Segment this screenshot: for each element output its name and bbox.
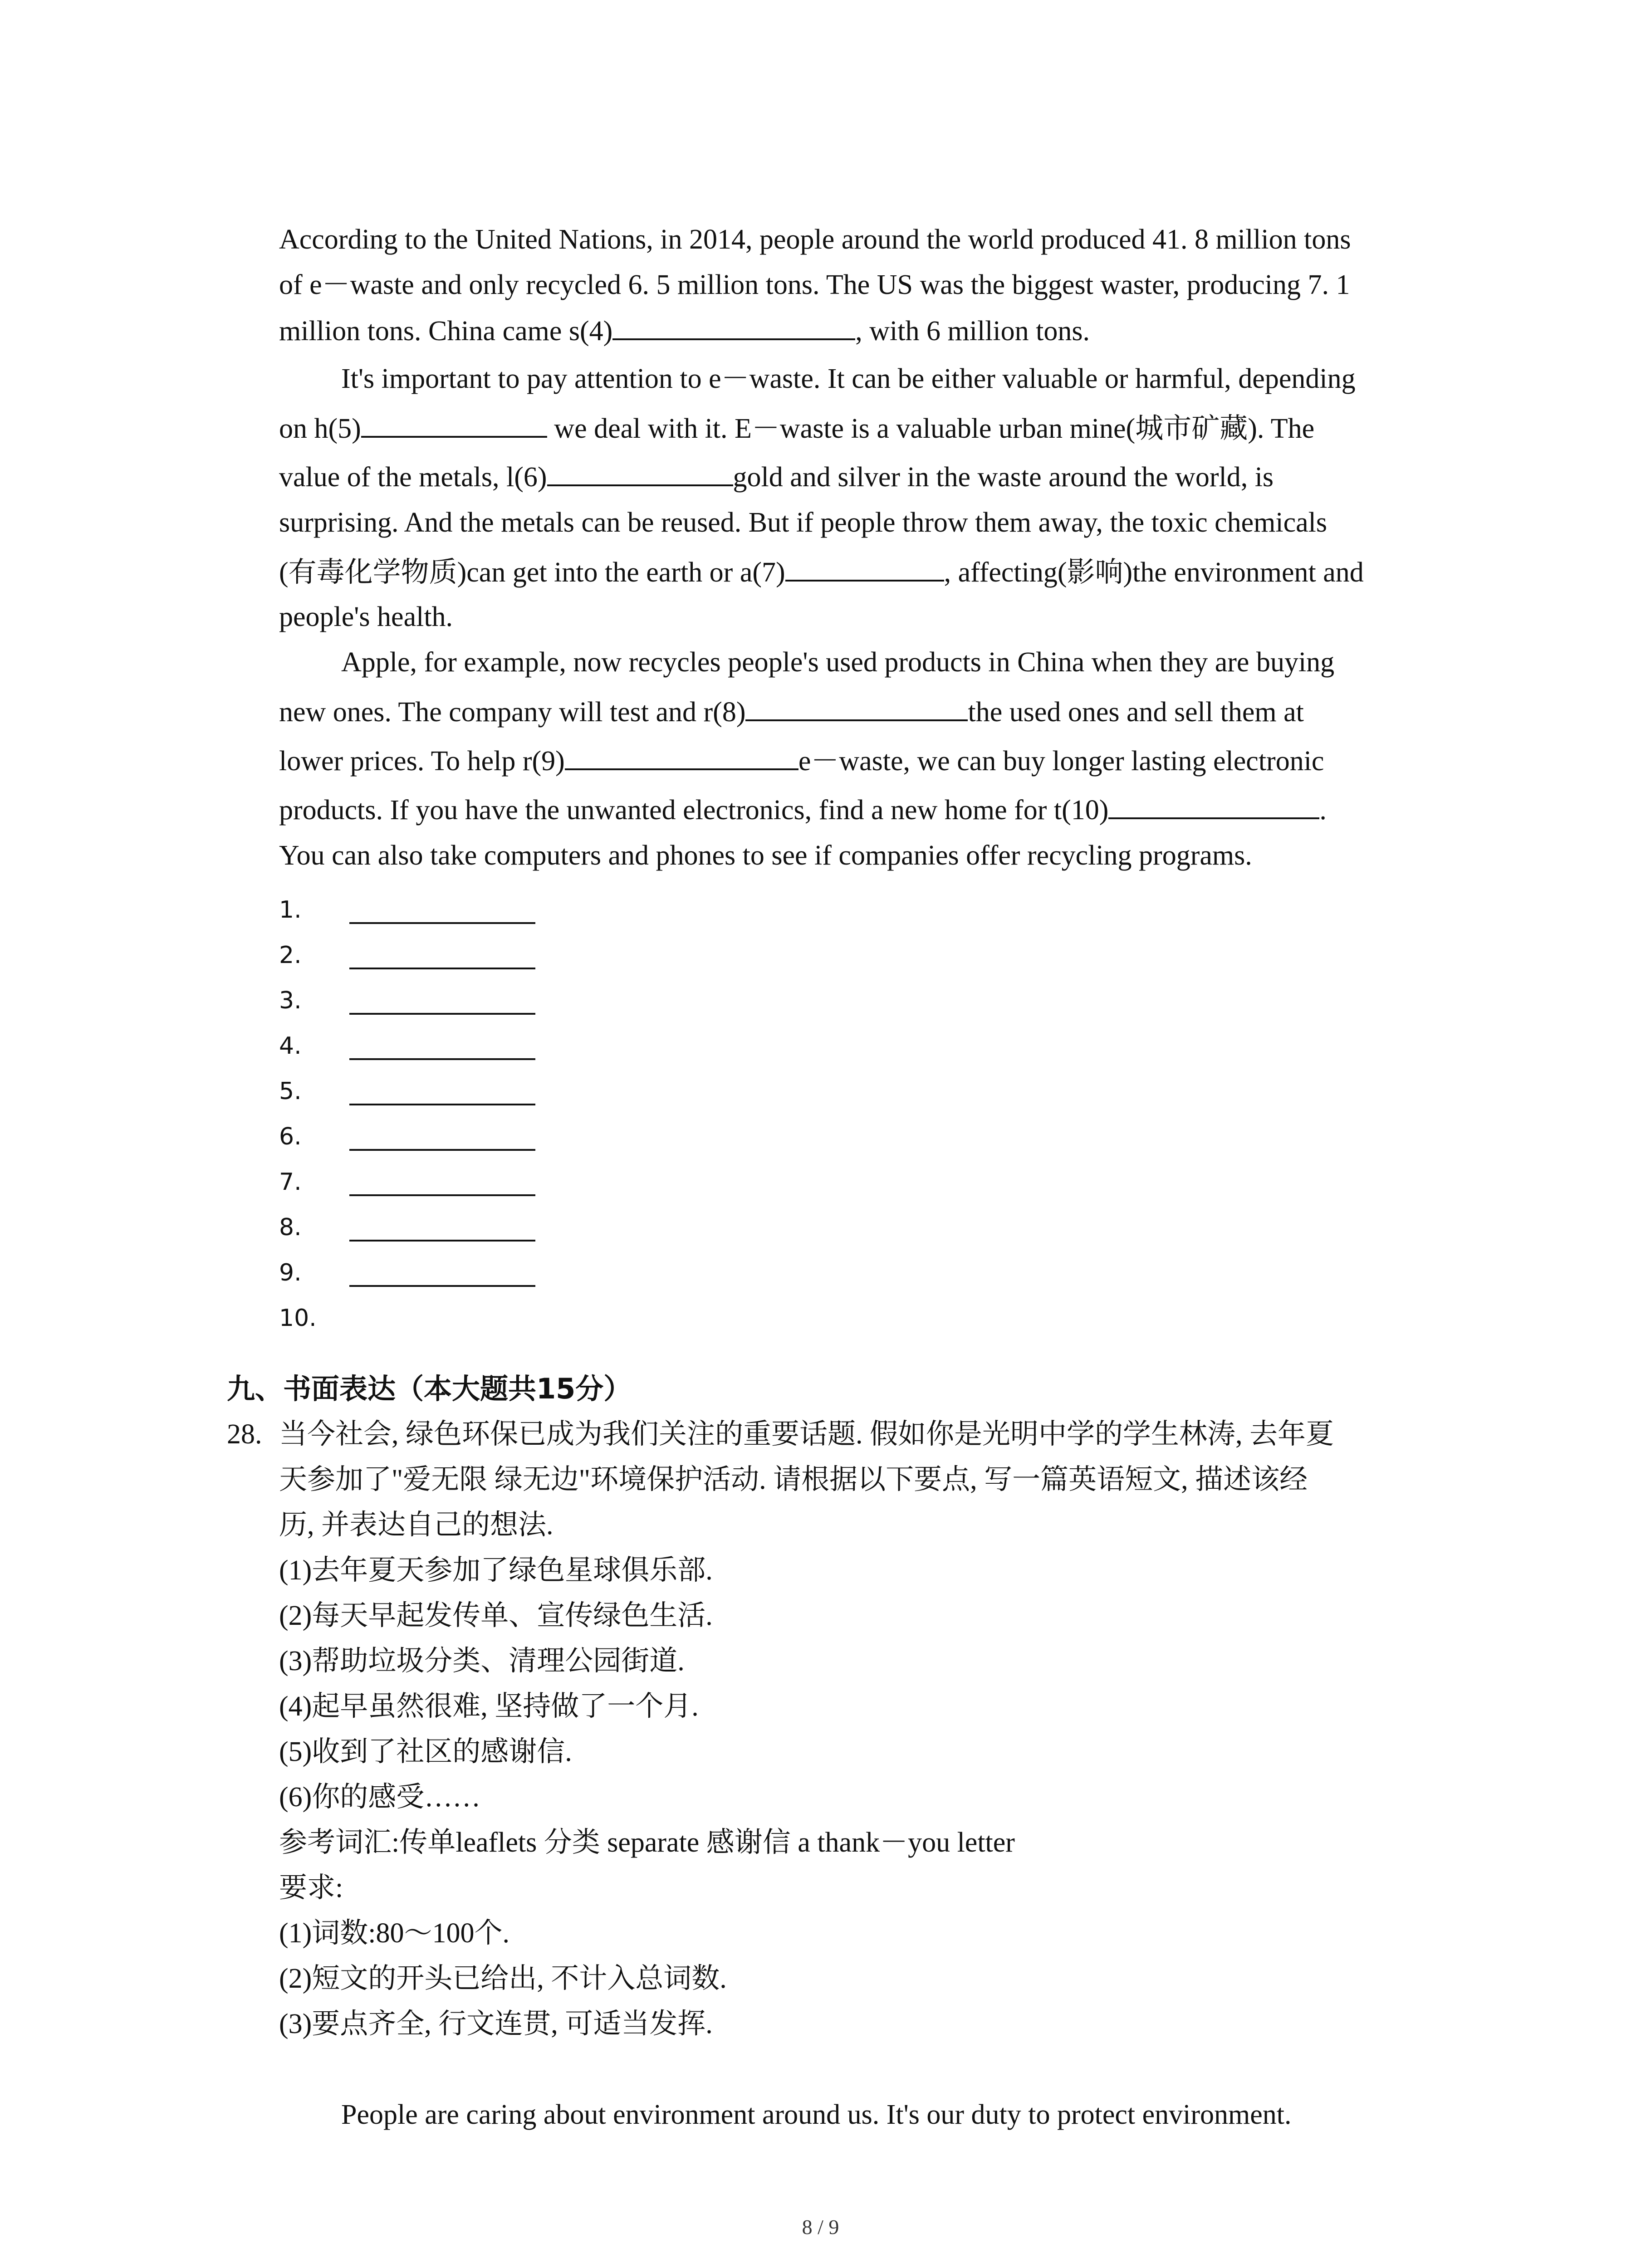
prompt-line: (2)每天早起发传单、宣传绿色生活. (279, 1600, 713, 1631)
passage-line (279, 693, 1304, 730)
answer-blank[interactable] (349, 1104, 535, 1105)
answer-number: 9. (279, 1259, 302, 1286)
prompt-line: (1)去年夏天参加了绿色星球俱乐部. (279, 1555, 713, 1586)
blank-4[interactable] (612, 312, 855, 340)
passage-text: (有毒化学物质)can get into the earth or a(7) (279, 557, 785, 588)
answer-row (279, 1029, 597, 1065)
prompt-line: 历, 并表达自己的想法. (279, 1510, 554, 1540)
answer-blank[interactable] (349, 1058, 535, 1060)
answer-row (279, 1256, 597, 1292)
prompt-line: (6)你的感受…… (279, 1782, 481, 1813)
passage-line (279, 410, 1314, 447)
passage-line: of e－waste and only recycled 6. 5 million tons. The US was the biggest waster, producing 7. 1 (279, 269, 1350, 300)
passage-text: lower prices. To help r(9) (279, 746, 565, 777)
essay-opening: People are caring about environment around us. It's our duty to protect environment. (341, 2099, 1292, 2130)
answer-row (279, 983, 597, 1020)
passage-text: products. If you have the unwanted electronics, find a new home for t(10) (279, 795, 1109, 826)
section-title: 九、书面表达（本大题共15分） (227, 1372, 632, 1405)
prompt-line: 要求: (279, 1872, 343, 1903)
answer-blank[interactable] (349, 1240, 535, 1242)
answer-number: 10. (279, 1305, 317, 1332)
prompt-line: 当今社会, 绿色环保已成为我们关注的重要话题. 假如你是光明中学的学生林涛, 去年夏 (279, 1419, 1334, 1450)
blank-9[interactable] (565, 742, 798, 770)
passage-line: It's important to pay attention to e－waste. It can be either valuable or harmful, depending (341, 363, 1356, 394)
passage-text: the used ones and sell them at (968, 697, 1304, 728)
answer-row (279, 1301, 597, 1337)
passage-text: new ones. The company will test and r(8) (279, 697, 746, 728)
answer-row (279, 893, 597, 929)
answer-number: 8. (279, 1214, 302, 1241)
passage-line: people's health. (279, 601, 453, 632)
passage-text: , affecting(影响)the environment and (944, 557, 1364, 588)
passage-text: on h(5) (279, 413, 361, 444)
passage-text: e－waste, we can buy longer lasting electronic (798, 746, 1324, 777)
answer-number: 4. (279, 1032, 302, 1060)
prompt-line: (2)短文的开头已给出, 不计入总词数. (279, 1963, 727, 1994)
prompt-line: (3)帮助垃圾分类、清理公园街道. (279, 1646, 685, 1677)
answer-blank[interactable] (349, 1285, 535, 1287)
answer-number: 6. (279, 1123, 302, 1150)
passage-text: , with 6 million tons. (855, 316, 1090, 347)
prompt-line: (5)收到了社区的感谢信. (279, 1736, 572, 1767)
answer-row (279, 1210, 597, 1246)
answer-row (279, 1165, 597, 1201)
prompt-line: (3)要点齐全, 行文连贯, 可适当发挥. (279, 2009, 713, 2039)
page-number: 8 / 9 (802, 2215, 839, 2239)
blank-7[interactable] (785, 553, 944, 582)
passage-line (279, 553, 1364, 591)
blank-8[interactable] (745, 693, 968, 721)
answer-blank[interactable] (349, 922, 535, 924)
answer-blank[interactable] (349, 968, 535, 969)
prompt-line: (4)起早虽然很难, 坚持做了一个月. (279, 1691, 699, 1722)
passage-text: . (1319, 795, 1327, 826)
blank-6[interactable] (547, 458, 733, 486)
prompt-line: (1)词数:80～100个. (279, 1918, 510, 1949)
passage-line (279, 458, 1274, 495)
answer-blank[interactable] (349, 1194, 535, 1196)
answer-blank[interactable] (349, 1013, 535, 1015)
passage-line: Apple, for example, now recycles people's used products in China when they are buying (341, 647, 1335, 678)
passage-line (279, 791, 1327, 828)
passage-line: You can also take computers and phones to see if companies offer recycling programs. (279, 840, 1252, 871)
blank-5[interactable] (361, 410, 547, 438)
passage-line (279, 742, 1324, 779)
passage-line (279, 312, 1090, 349)
answer-row (279, 938, 597, 974)
passage-line: According to the United Nations, in 2014, people around the world produced 41. 8 million tons (279, 224, 1351, 255)
passage-line: surprising. And the metals can be reused. But if people throw them away, the toxic chemicals (279, 507, 1327, 538)
blank-10[interactable] (1108, 791, 1319, 819)
question-number: 28. (227, 1419, 262, 1450)
answer-number: 3. (279, 987, 302, 1014)
passage-text: we deal with it. E－waste is a valuable urban mine(城市矿藏). The (547, 413, 1315, 444)
answer-number: 7. (279, 1168, 302, 1196)
passage-text: million tons. China came s(4) (279, 316, 613, 347)
answer-row (279, 1074, 597, 1110)
answer-number: 2. (279, 942, 302, 969)
prompt-line: 天参加了"爱无限 绿无边"环境保护活动. 请根据以下要点, 写一篇英语短文, 描述该经 (279, 1464, 1308, 1495)
answer-blank[interactable] (349, 1149, 535, 1151)
passage-text: gold and silver in the waste around the world, is (733, 462, 1274, 493)
answer-number: 5. (279, 1078, 302, 1105)
answer-number: 1. (279, 896, 302, 924)
prompt-line: 参考词汇:传单leaflets 分类 separate 感谢信 a thank－you letter (279, 1827, 1015, 1858)
passage-text: value of the metals, l(6) (279, 462, 547, 493)
answer-row (279, 1119, 597, 1156)
